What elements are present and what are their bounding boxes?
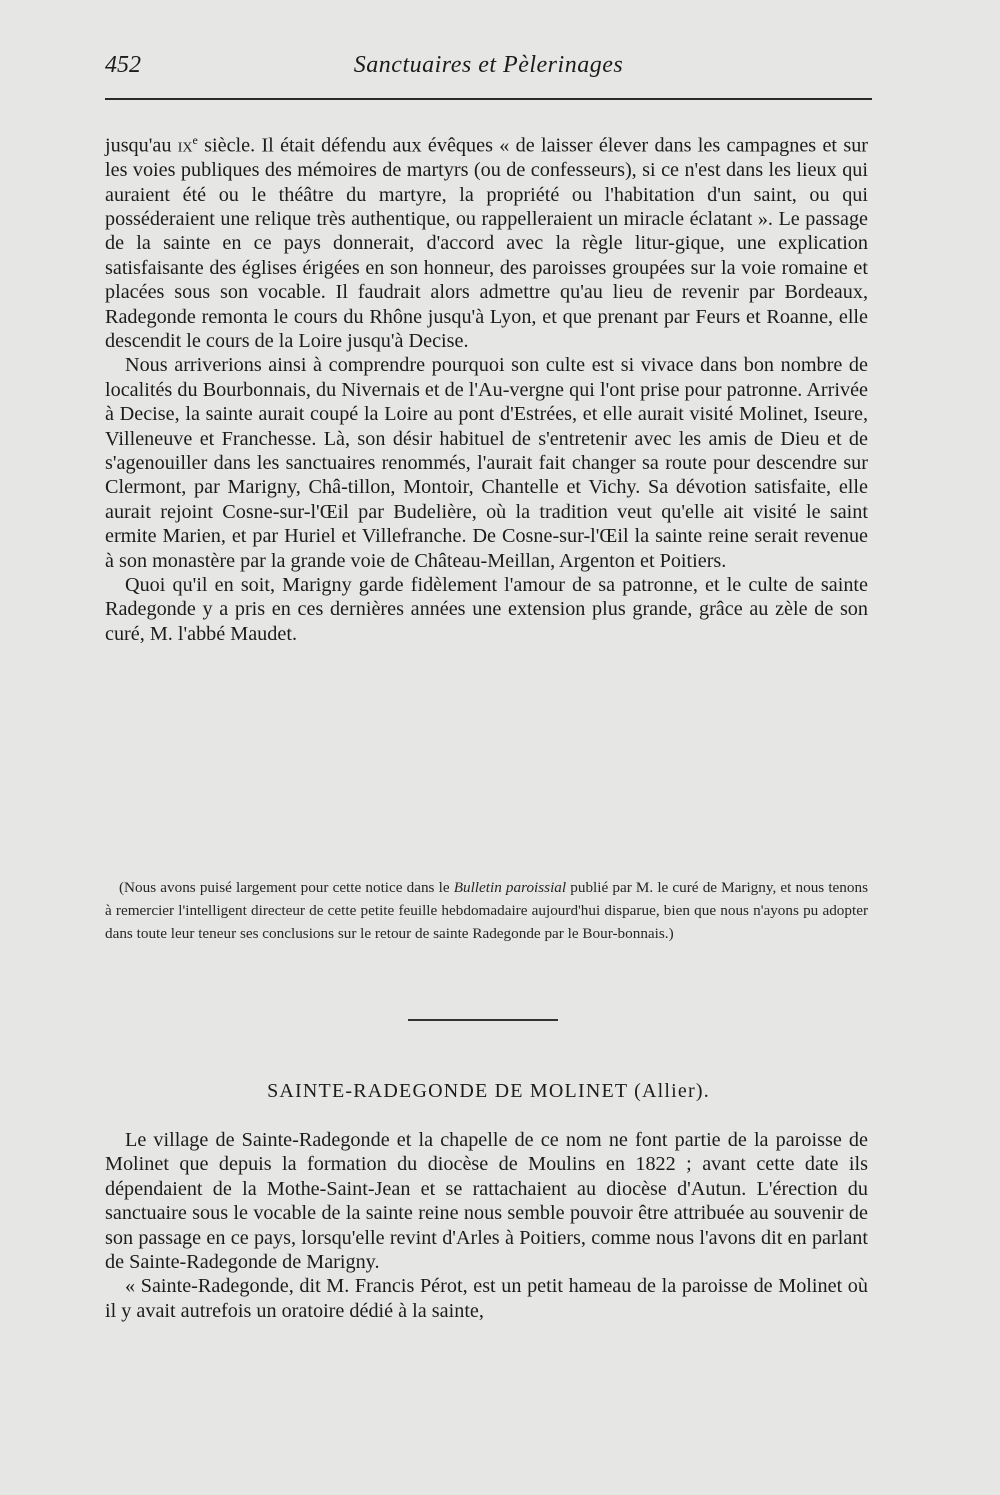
running-title: Sanctuaires et Pèlerinages: [353, 52, 624, 78]
century-numeral: ix: [177, 134, 193, 157]
page-number: 452: [105, 52, 141, 78]
paragraph-3: Quoi qu'il en soit, Marigny garde fidèlement l'amour de sa patronne, et le culte de sainte Radegonde y a pris en ces dernières années une extension plus grande, grâce au zèle de son curé, M. l'abbé Maudet.: [105, 574, 868, 645]
footnote-title: Bulletin paroissial: [453, 879, 567, 896]
page-header: [105, 50, 872, 90]
section-title: SAINTE-RADEGONDE DE MOLINET (Allier).: [267, 1080, 710, 1102]
footnote: (Nous avons puisé largement pour cette notice dans le Bulletin paroissial publié par M. le curé de Marigny, et nous tenons à remercier l'intelligent directeur de cette petite feuille hebdomadaire aujourd'hui disparue, bien que nous n'ayons pu adopter dans toute leur teneur ses conclusions sur le retour de sainte Radegonde par le Bour-bonnais.): [105, 879, 868, 943]
section-1-text: [105, 128, 868, 646]
paragraph-2: Nous arriverions ainsi à comprendre pourquoi son culte est si vivace dans bon nombre de localités du Bourbonnais, du Nivernais et de l'Au-vergne qui l'ont prise pour patronne. Arrivée à Decise, la sainte aurait coupé la Loire au pont d'Estrées, et elle aurait visité Molinet, Iseure, Villeneuve et Franchesse. Là, son désir habituel de s'entretenir avec les amis de Dieu et de s'agenouiller dans les sanctuaires renommés, l'aurait fait changer sa route pour descendre sur Clermont, par Marigny, Châ-tillon, Montoir, Chantelle et Vichy. Sa dévotion satisfaite, elle aurait rejoint Cosne-sur-l'Œil par Budelière, où la tradition veut qu'elle ait visité le saint ermite Marien, et par Huriel et Villefranche. De Cosne-sur-l'Œil la sainte reine serait revenue à son monastère par la grande voie de Château-Meillan, Argenton et Poitiers.: [105, 354, 868, 572]
section-separator: [408, 1019, 558, 1021]
paragraph-1: jusqu'au $ix^e$ siècle. Il était défendu aux évêques « de laisser élever dans les campagnes et sur les voies publiques des mémoires de martyrs (ou de confesseurs), si ce n'est dans les lieux qui auraient été ou le théâtre du martyre, la propriété ou l'habitation d'un saint, ou qui posséderaient une relique très authentique, ou rappelleraient un miracle éclatant ». Le passage de la sainte en ce pays donnerait, d'accord avec la règle litur-gique, une explication satisfaisante des églises érigées en son honneur, des paroisses groupées sur la voie romaine et placées sous son vocable. Il faudrait alors admettre qu'au lieu de revenir par Bordeaux, Radegonde remonta le cours du Rhône jusqu'à Lyon, et que prenant par Feurs et Roanne, elle descendit le cours de la Loire jusqu'à Decise.: [105, 133, 869, 352]
paragraph-5: « Sainte-Radegonde, dit M. Francis Pérot, est un petit hameau de la paroisse de Molinet où il y avait autrefois un oratoire dédié à la sainte,: [105, 1275, 868, 1322]
paragraph-4: Le village de Sainte-Radegonde et la chapelle de ce nom ne font partie de la paroisse de Molinet que depuis la formation du diocèse de Moulins en 1822 ; avant cette date ils dépendaient de la Mothe-Saint-Jean et se rattachaient au diocèse d'Autun. L'érection du sanctuaire sous le vocable de la sainte reine nous semble pouvoir être attribuée au souvenir de son passage en ce pays, lorsqu'elle revint d'Arles à Poitiers, comme nous l'avons dit en parlant de Sainte-Radegonde de Marigny.: [105, 1129, 868, 1274]
header-rule: [105, 98, 872, 100]
section-2-text: [105, 1128, 868, 1323]
